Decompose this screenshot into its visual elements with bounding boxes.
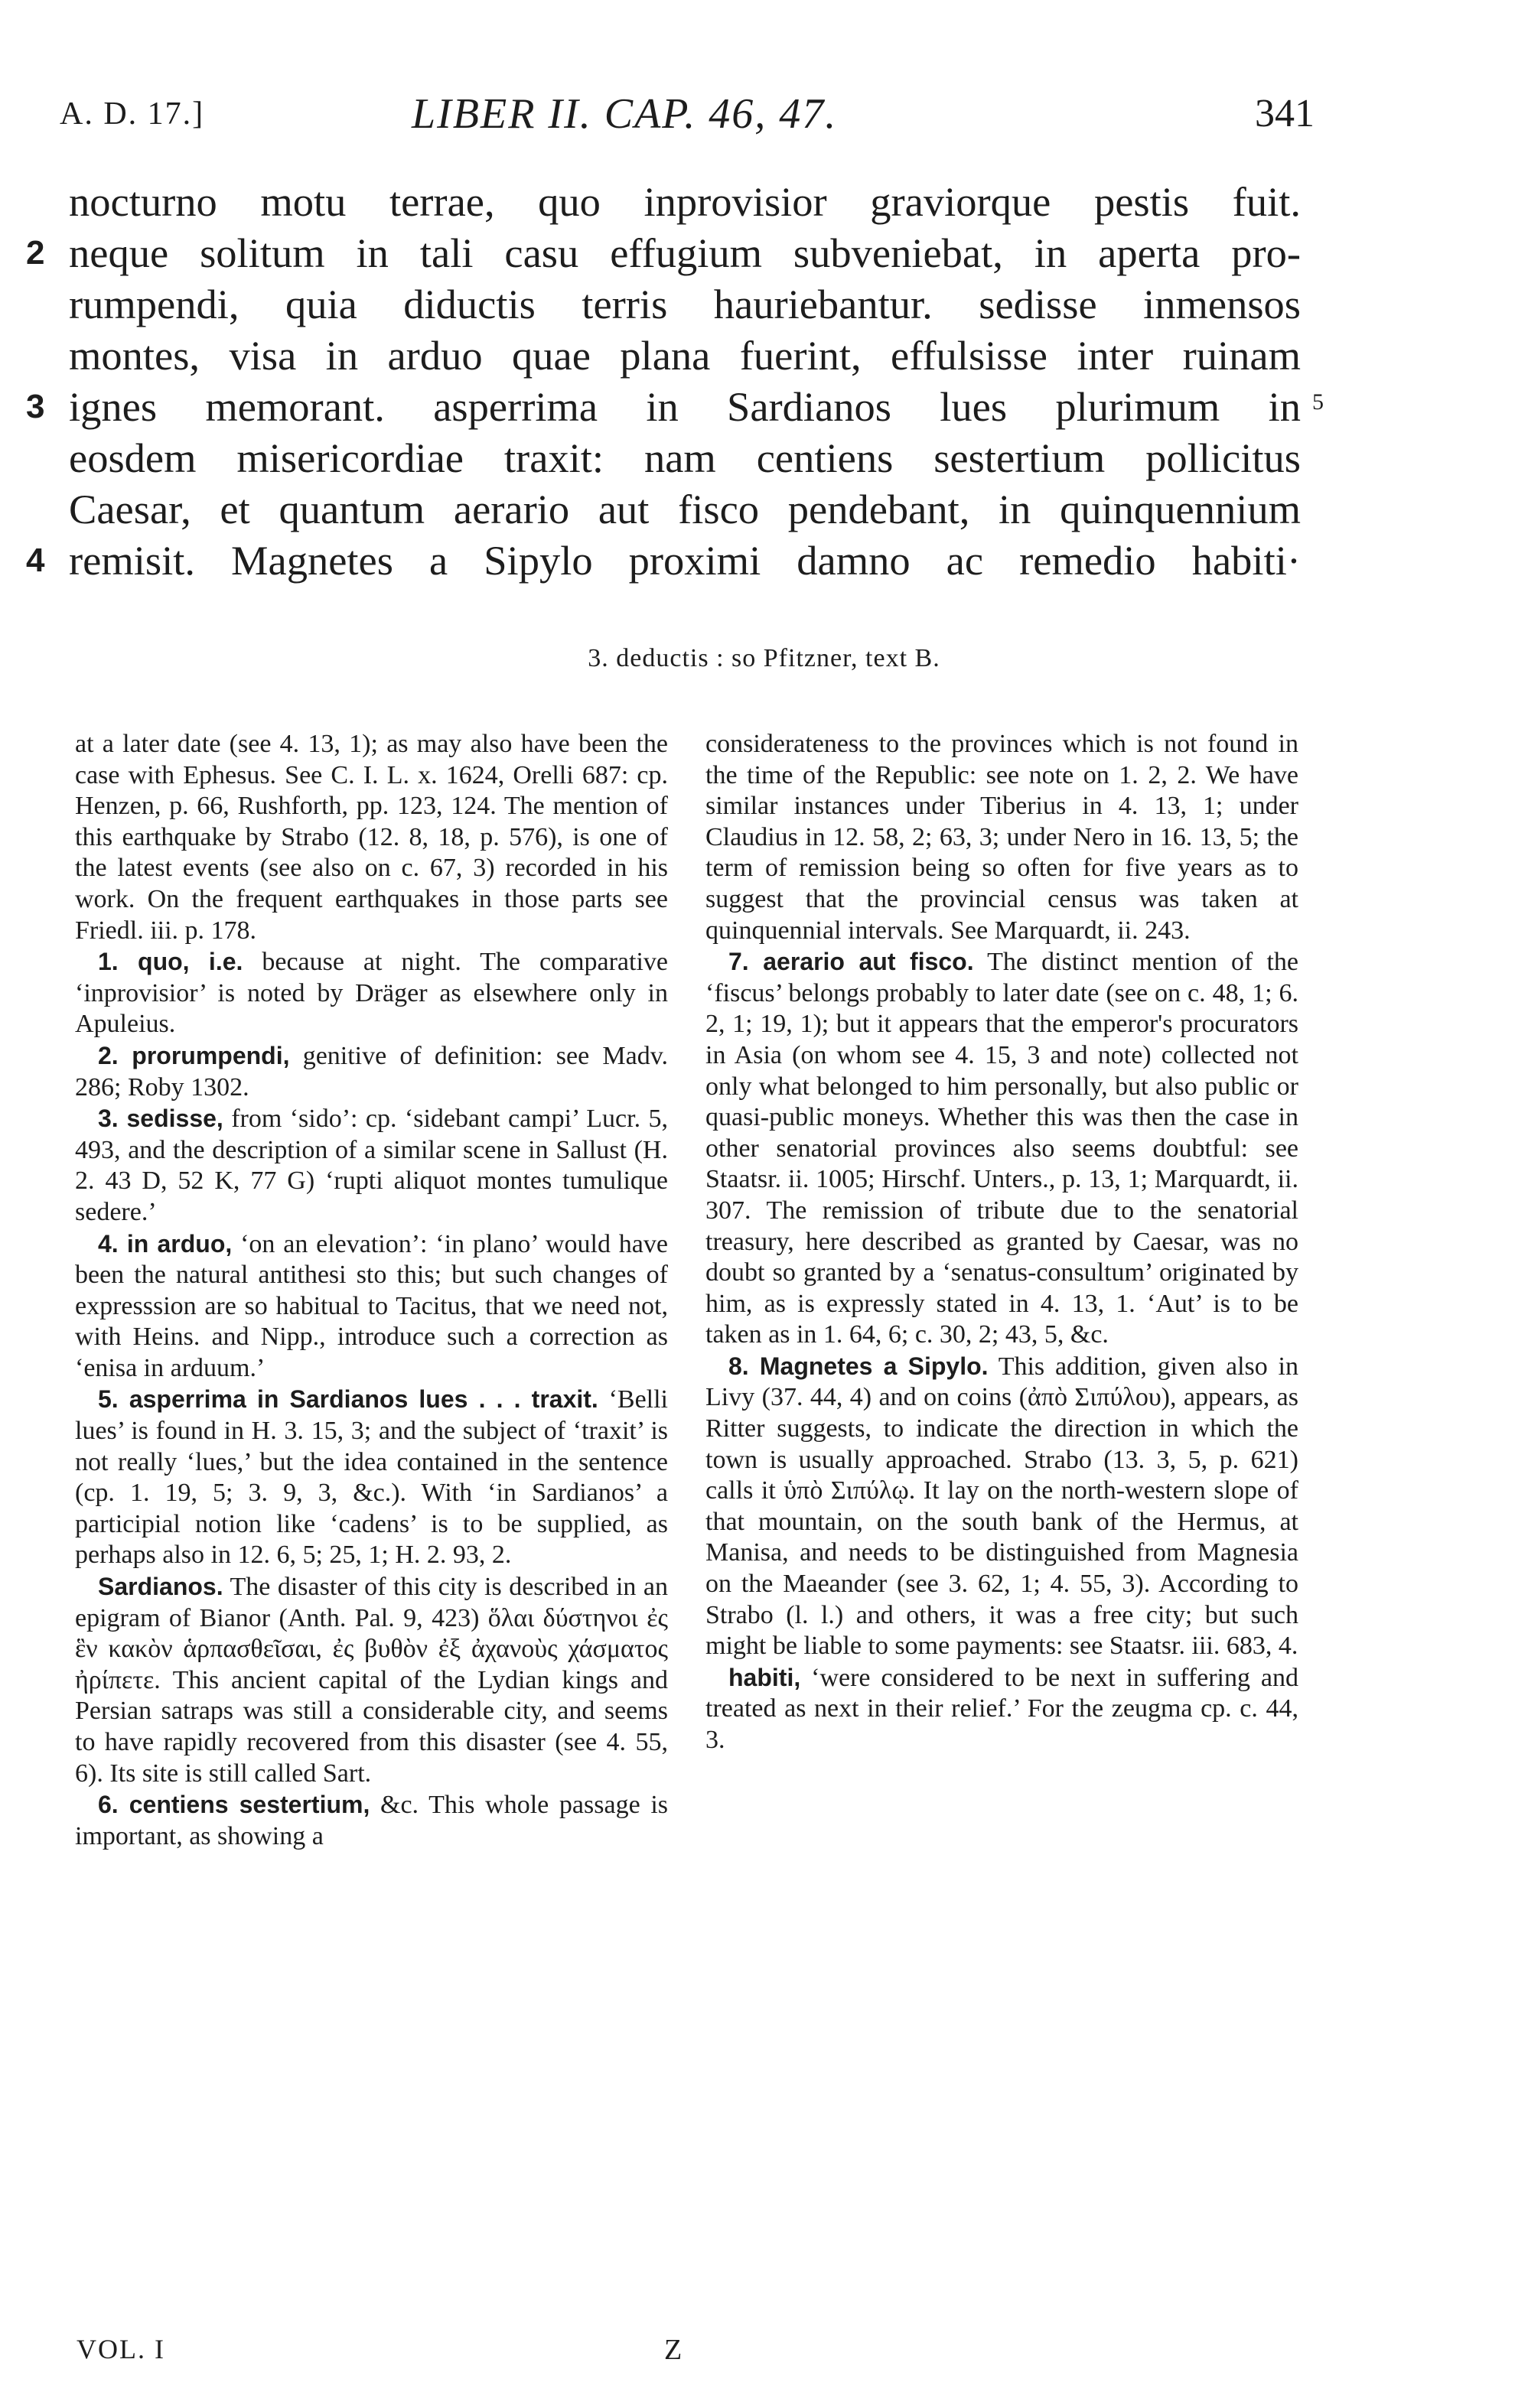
- main-line: nocturno motu terrae, quo inprovisior graviorque pestis fuit.: [69, 178, 1301, 225]
- commentary-note: habiti, ‘were considered to be next in suffering and treated as next in their relief.’ For the zeugma cp. c. 44, 3.: [705, 1663, 1298, 1754]
- commentary-note: 5. asperrima in Sardianos lues . . . traxit. ‘Belli lues’ is found in H. 3. 15, 3; and the subject of ‘traxit’ is not really ‘lues,’ but the idea contained in the sentence (cp. 1. 19, 5; 3. 9, 3, &c.). With ‘in Sardianos’ a participial notion like ‘cadens’ is to be supplied, as perhaps also in 12. 6, 5; 25, 1; H. 2. 93, 2.: [75, 1385, 668, 1570]
- main-line: montes, visa in arduo quae plana fuerint, effulsisse inter ruinam: [69, 332, 1301, 379]
- commentary-note: 3. sedisse, from ‘sido’: cp. ‘sidebant campi’ Lucr. 5, 493, and the description of a similar scene in Sallust (H. 2. 43 D, 52 K, 77 G) ‘rupti aliquot montes tumulique sedere.’: [75, 1105, 668, 1226]
- page-number: 341: [1255, 92, 1315, 135]
- main-line: 2 neque solitum in tali casu effugium subveniebat, in aperta pro-: [69, 227, 1301, 278]
- commentary-note: 7. aerario aut fisco. The distinct mention of the ‘fiscus’ belongs probably to later date (see on c. 48, 1; 6. 2, 1; 19, 1); but it appears that the emperor's procurators in Asia (on whom see 4. 15, 3 and note) collected not only what belonged to him personally, but also public or quasi-public moneys. Whether this was then the case in other senatorial provinces also seems doubtful: see Staatsr. ii. 1005; Hirschf. Unters., p. 13, 1; Marquardt, ii. 307. The remission of tribute due to the senatorial treasury, here described as granted by Caesar, was no doubt so granted by a ‘senatus-consultum’ originated by him, as is expressly stated in 4. 13, 1. ‘Aut’ is to be taken as in 1. 64, 6; c. 30, 2; 43, 5, &c.: [705, 948, 1298, 1349]
- volume-signature: VOL. I: [77, 2334, 165, 2364]
- section-number: 4: [26, 542, 45, 579]
- commentary-note: 6. centiens sestertium, &c. This whole passage is important, as showing a: [75, 1791, 668, 1850]
- main-line: 3 ignes memorant. asperrima in Sardianos lues plurimum in 5: [69, 381, 1301, 432]
- section-number: 3: [26, 388, 45, 425]
- running-header: [60, 90, 1315, 164]
- commentary-left-column: [75, 728, 668, 1852]
- commentary-note: considerateness to the provinces which is not found in the time of the Republic: see note on 1. 2, 2. We have similar instances under Tiberius in 4. 13, 1; under Claudius in 12. 58, 2; 63, 3; under Nero in 16. 13, 5; the term of remission being so often for five years as to suggest that the provincial census was taken at quinquennial intervals. See Marquardt, ii. 243.: [705, 730, 1298, 945]
- margin-line-number: 5: [1312, 389, 1324, 415]
- commentary-note: 4. in arduo, ‘on an elevation’: ‘in plano’ would have been the natural antithesi sto this; but such changes of expresssion are so habitual to Tacitus, that we need not, with Heins. and Nipp., introduce such a correction as ‘enisa in arduum.’: [75, 1229, 668, 1382]
- apparatus-criticus: 3. deductis : so Pfitzner, text B.: [588, 644, 940, 672]
- commentary-right-column: [705, 728, 1298, 1756]
- commentary-note: 2. prorumpendi, genitive of definition: see Madv. 286; Roby 1302.: [75, 1041, 669, 1101]
- section-number: 2: [26, 234, 45, 272]
- main-line: Caesar, et quantum aerario aut fisco pendebant, in quinquennium: [69, 486, 1301, 532]
- main-latin-text: [26, 176, 1324, 586]
- commentary-note: Sardianos. The disaster of this city is described in an epigram of Bianor (Anth. Pal. 9, 423) ὅλαι δύστηνοι ἐς ἓν κακὸν ἁρπασθεῖσαι, ἐς βυθὸν ἐξ ἀχανοὺς χάσματος ἠρίπετε. This ancient capital of the Lydian kings and Persian satraps was still a considerable city, and seems to have rapidly recovered from this disaster (see 4. 55, 6). Its site is still called Sart.: [75, 1573, 668, 1788]
- header-title: LIBER II. CAP. 46, 47.: [412, 90, 838, 138]
- gathering-signature: Z: [664, 2334, 683, 2366]
- header-date: A. D. 17.]: [60, 96, 205, 132]
- commentary-note: 8. Magnetes a Sipylo. This addition, given also in Livy (37. 44, 4) and on coins (ἀπὸ Σιπύλου), appears, as Ritter suggests, to indicate the direction in which the town is usually approached. Strabo (13. 3, 5, p. 621) calls it ὑπὸ Σιπύλῳ. It lay on the north-western slope of that mountain, on the south bank of the Hermus, at Manisa, and needs to be distinguished from Magnesia on the Maeander (see 3. 62, 1; 4. 55, 3). According to Strabo (l. l.) and others, it was a free city; but such might be liable to some payments: see Staatsr. iii. 683, 4.: [705, 1352, 1298, 1661]
- main-line: rumpendi, quia diductis terris hauriebantur. sedisse inmensos: [69, 281, 1301, 327]
- commentary-note: at a later date (see 4. 13, 1); as may also have been the case with Ephesus. See C. I. L. x. 1624, Orelli 687: cp. Henzen, p. 66, Rushforth, pp. 123, 124. The mention of this earthquake by Strabo (12. 8, 18, p. 576), is one of the latest events (see also on c. 67, 3) recorded in his work. On the frequent earthquakes in those parts see Friedl. iii. p. 178.: [75, 730, 668, 945]
- main-line: eosdem misericordiae traxit: nam centiens sestertium pollicitus: [69, 434, 1301, 481]
- commentary-note: 1. quo, i.e. because at night. The comparative ‘inprovisior’ is noted by Dräger as elsewhere only in Apuleius.: [75, 948, 669, 1039]
- main-line: 4 remisit. Magnetes a Sipylo proximi damno ac remedio habiti·: [69, 535, 1301, 586]
